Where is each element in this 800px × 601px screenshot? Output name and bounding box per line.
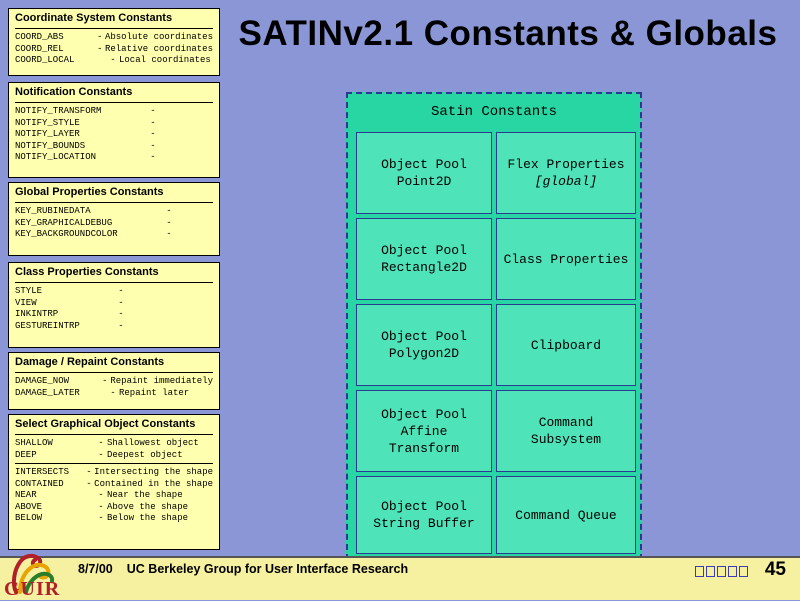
cell-line-1: Object Pool (381, 329, 467, 344)
cell-line-2: Rectangle2D (381, 260, 467, 275)
cell-line-1: Command Queue (515, 507, 617, 523)
constant-dash: - (150, 106, 156, 116)
constant-dash: - (86, 478, 92, 489)
constant-row (15, 152, 213, 164)
constant-dash: - (102, 376, 108, 386)
constant-name: DAMAGE_NOW (15, 376, 70, 386)
constant-dash: - (150, 140, 156, 151)
divider (15, 372, 213, 373)
panel-select-graphical-object-constants (8, 414, 220, 550)
constant-dash: - (110, 387, 116, 398)
constant-desc: Above the shape (107, 501, 189, 512)
constant-list-spatial (15, 467, 213, 525)
constant-name: STYLE (15, 286, 43, 296)
constant-dash: - (98, 501, 104, 512)
constant-dash: - (150, 129, 156, 139)
constant-row (15, 286, 213, 298)
constant-row (15, 388, 213, 400)
cell-line-2: [global] (534, 174, 598, 189)
constant-name: ABOVE (15, 501, 43, 512)
satin-cell-command-subsystem[interactable] (496, 390, 636, 472)
divider (15, 282, 213, 283)
constant-name: NOTIFY_LOCATION (15, 152, 97, 162)
panel-title: Coordinate System Constants (15, 12, 173, 24)
footer-text (78, 562, 408, 576)
constant-row (15, 206, 213, 218)
constant-row (15, 438, 213, 450)
page-title: SATINv2.1 Constants & Globals (238, 14, 778, 53)
satin-cell-class-properties[interactable] (496, 218, 636, 300)
divider (15, 434, 213, 435)
constant-list (15, 32, 213, 67)
constant-desc: Relative coordinates (104, 43, 213, 54)
constant-dash: - (98, 449, 104, 460)
constant-dash: - (97, 43, 103, 54)
cell-line-1: Object Pool (381, 157, 467, 172)
constant-row (15, 32, 213, 44)
panel-title: Class Properties Constants (15, 266, 159, 278)
constant-row (15, 141, 213, 153)
constant-name: COORD_REL (15, 43, 64, 54)
cell-line-2: Subsystem (530, 432, 602, 447)
constant-row (15, 490, 213, 502)
panel-global-properties-constants (8, 182, 220, 256)
constant-desc: Repaint immediately (110, 376, 213, 386)
constant-row (15, 106, 213, 118)
constant-dash: - (166, 206, 172, 216)
constant-row (15, 229, 213, 241)
satin-cell-object-pool-rectangle2d[interactable] (356, 218, 492, 300)
constant-row (15, 376, 213, 388)
constant-row (15, 502, 213, 514)
constant-desc: Local coordinates (119, 55, 211, 65)
page-number: 45 (764, 559, 786, 580)
constant-desc: Absolute coordinates (104, 32, 213, 42)
satin-cell-object-pool-point2d[interactable] (356, 132, 492, 214)
panel-coordinate-system-constants (8, 8, 220, 76)
cell-line-1: Command (538, 415, 594, 430)
panel-damage-repaint-constants (8, 352, 220, 410)
progress-square (706, 566, 715, 577)
constant-name: KEY_RUBINEDATA (15, 206, 91, 216)
cell-line-1: Clipboard (530, 337, 602, 353)
constant-dash: - (86, 467, 92, 477)
progress-square (739, 566, 748, 577)
constant-dash: - (166, 229, 172, 239)
constant-dash: - (118, 286, 124, 296)
constant-row (15, 129, 213, 141)
constant-dash: - (98, 438, 104, 448)
constant-desc: Shallowest object (107, 438, 199, 448)
constant-dash: - (118, 320, 124, 331)
constant-name: NEAR (15, 490, 37, 500)
constant-row (15, 309, 213, 321)
constant-name: NOTIFY_LAYER (15, 129, 80, 139)
constant-name: INKINTRP (15, 309, 59, 319)
constant-list (15, 206, 213, 241)
footer-date: 8/7/00 (78, 562, 113, 576)
cell-line-2: Point2D (396, 174, 452, 189)
divider (15, 202, 213, 203)
satin-constants-container (346, 92, 642, 560)
panel-title: Select Graphical Object Constants (15, 418, 196, 430)
panel-title: Global Properties Constants (15, 186, 164, 198)
progress-squares (695, 566, 748, 577)
cell-line-3: Transform (388, 440, 460, 456)
constant-name: SHALLOW (15, 438, 53, 448)
constant-dash: - (110, 55, 116, 65)
constant-desc: Intersecting the shape (94, 467, 213, 477)
constant-row (15, 118, 213, 130)
constant-list-shallow-deep (15, 438, 213, 461)
progress-square (717, 566, 726, 577)
panel-class-properties-constants (8, 262, 220, 348)
progress-square (728, 566, 737, 577)
constant-name: CONTAINED (15, 478, 64, 489)
constant-row (15, 479, 213, 491)
satin-cell-clipboard[interactable] (496, 304, 636, 386)
constant-dash: - (118, 309, 124, 319)
satin-cell-object-pool-string-buffer[interactable] (356, 476, 492, 554)
constant-desc: Near the shape (107, 490, 183, 500)
cell-line-1: Class Properties (503, 251, 629, 267)
constant-name: KEY_GRAPHICALDEBUG (15, 217, 113, 228)
constant-desc: Contained in the shape (94, 478, 213, 489)
constant-name: GESTUREINTRP (15, 320, 80, 331)
constant-dash: - (150, 152, 156, 162)
constant-name: COORD_ABS (15, 32, 64, 42)
cell-line-2: String Buffer (373, 516, 475, 531)
constant-desc: Deepest object (107, 449, 183, 460)
satin-cell-object-pool-polygon2d[interactable] (356, 304, 492, 386)
cell-line-1: Object Pool (381, 406, 467, 422)
constant-dash: - (98, 490, 104, 500)
satin-constants-label: Satin Constants (430, 104, 558, 120)
satin-cell-command-queue[interactable] (496, 476, 636, 554)
cell-line-2: Polygon2D (388, 346, 460, 361)
constant-dash: - (118, 297, 124, 308)
cell-line-1: Object Pool (381, 499, 467, 514)
divider (15, 28, 213, 29)
cell-line-2: Affine (400, 423, 448, 439)
constant-desc: Below the shape (107, 513, 189, 523)
constant-name: VIEW (15, 297, 37, 308)
constant-row (15, 513, 213, 525)
constant-desc: Repaint later (119, 387, 190, 398)
progress-square (695, 566, 704, 577)
constant-name: DAMAGE_LATER (15, 387, 80, 398)
constant-row (15, 450, 213, 462)
panel-notification-constants (8, 82, 220, 178)
constant-row (15, 55, 213, 67)
constant-name: DEEP (15, 449, 37, 460)
constant-dash: - (150, 117, 156, 128)
footer-credit: UC Berkeley Group for User Interface Research (126, 562, 409, 576)
panel-title: Notification Constants (15, 86, 133, 98)
constant-name: NOTIFY_BOUNDS (15, 140, 86, 151)
constant-row (15, 321, 213, 333)
constant-name: NOTIFY_STYLE (15, 117, 80, 128)
cell-line-1: Flex Properties (507, 157, 625, 172)
constant-list (15, 106, 213, 164)
constant-row (15, 467, 213, 479)
divider (15, 463, 213, 464)
constant-name: KEY_BACKGROUNDCOLOR (15, 229, 118, 239)
footer-divider (0, 556, 800, 558)
constant-row (15, 44, 213, 56)
satin-cell-flex-properties[interactable] (496, 132, 636, 214)
divider (15, 102, 213, 103)
cell-line-1: Object Pool (381, 243, 467, 258)
constant-list (15, 286, 213, 332)
constant-dash: - (98, 513, 104, 523)
constant-list (15, 376, 213, 399)
guir-logo-text: GUIR (4, 578, 61, 600)
constant-dash: - (97, 32, 103, 42)
constant-name: COORD_LOCAL (15, 55, 75, 65)
constant-name: INTERSECTS (15, 467, 70, 477)
constant-name: NOTIFY_TRANSFORM (15, 106, 102, 116)
constant-dash: - (166, 217, 172, 228)
constant-name: BELOW (15, 513, 43, 523)
satin-cell-object-pool-affine-transform[interactable] (356, 390, 492, 472)
constant-row (15, 218, 213, 230)
constant-row (15, 298, 213, 310)
panel-title: Damage / Repaint Constants (15, 356, 165, 368)
